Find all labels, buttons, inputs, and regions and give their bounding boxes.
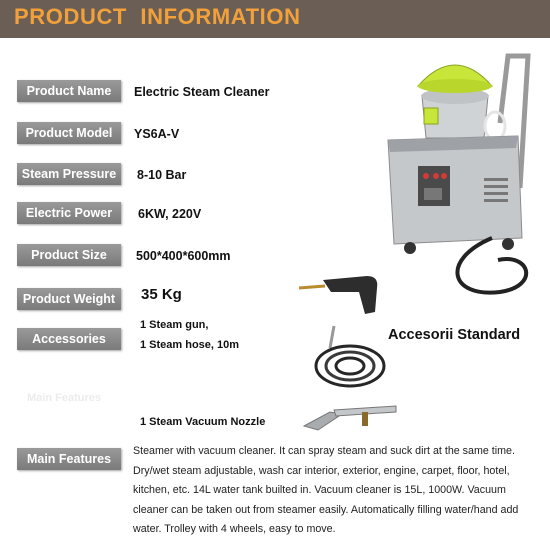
ghost-label: Main Features (27, 392, 101, 404)
vacuum-nozzle-image (300, 398, 400, 432)
steam-hose-image (300, 322, 390, 392)
label-product-size: Product Size (17, 244, 121, 266)
page-title: PRODUCT INFORMATION (14, 4, 301, 29)
label-product-weight: Product Weight (17, 288, 121, 310)
label-main-features: Main Features (17, 448, 121, 470)
value-accessories-line1: 1 Steam gun, (140, 319, 209, 331)
steam-gun-image (295, 268, 385, 318)
label-product-name: Product Name (17, 80, 121, 102)
steam-cleaner-image (380, 48, 540, 298)
value-product-model: YS6A-V (134, 127, 180, 141)
value-accessories-line2: 1 Steam hose, 10m (140, 339, 240, 351)
value-product-weight: 35 Kg (141, 286, 182, 303)
value-nozzle: 1 Steam Vacuum Nozzle (140, 416, 266, 428)
value-product-size: 500*400*600mm (136, 249, 231, 263)
label-steam-pressure: Steam Pressure (17, 163, 121, 185)
value-steam-pressure: 8-10 Bar (137, 168, 187, 182)
value-product-name: Electric Steam Cleaner (134, 85, 270, 99)
label-accessories: Accessories (17, 328, 121, 350)
header-banner (0, 0, 550, 38)
label-electric-power: Electric Power (17, 202, 121, 224)
value-electric-power: 6KW, 220V (138, 207, 202, 221)
accessories-caption: Accesorii Standard (388, 327, 521, 343)
main-features-text: Steamer with vacuum cleaner. It can spray steam and suck dirt at the same time. Dry/wet steam adjustable, wash car interior, exterior, engine, carpet, floor, hotel, kitchen, etc. 14L water tank builted in. Vacuum cleaner is 15L, 1000W. Vacuum cleaner can be taken out from steamer easily. Automatically filling water/hand add water. Trolley with 4 wheels, easy to move. (133, 445, 519, 535)
label-product-model: Product Model (17, 122, 121, 144)
